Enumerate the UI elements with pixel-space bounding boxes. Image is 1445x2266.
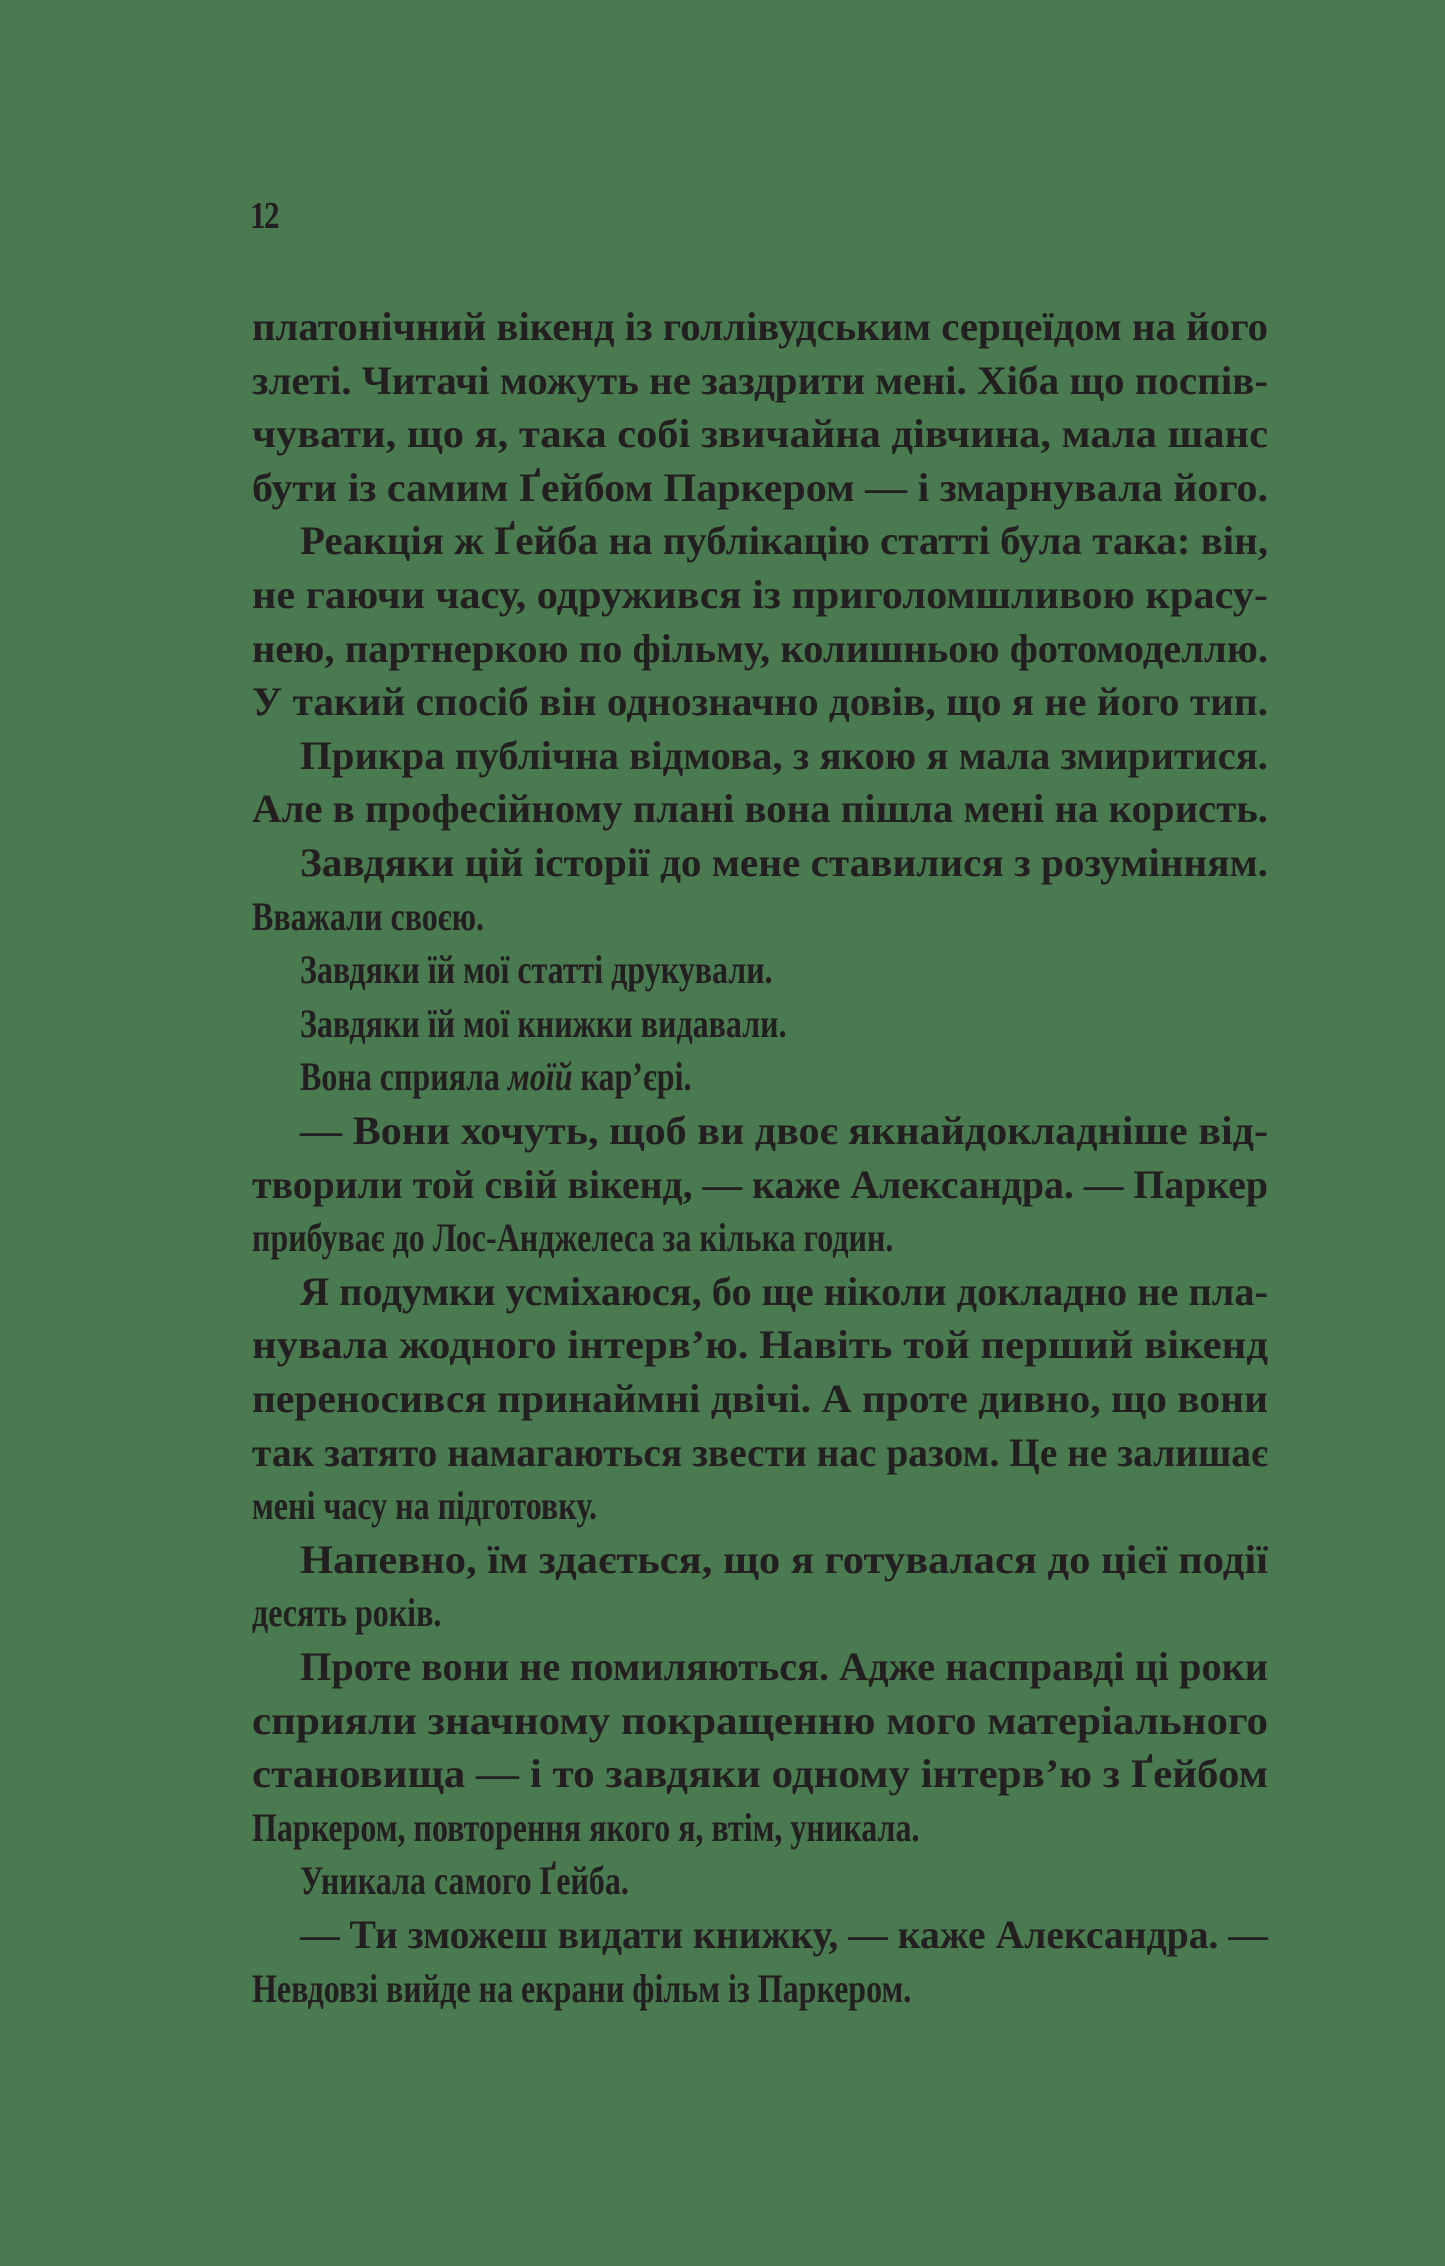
text-line: Завдяки цій історії до мене ставилися з розумінням. — [300, 840, 1268, 885]
text-line: Проте вони не помиляються. Адже насправді ці роки — [300, 1644, 1268, 1689]
text-line: Завдяки їй мої статті друкували. — [300, 947, 773, 993]
text-line: Я подумки усміхаюся, бо ще ніколи докладно не пла- — [300, 1268, 1268, 1314]
text-line: Уникала самого Ґейба. — [300, 1858, 629, 1904]
text-line: становища — і то завдяки одному інтерв’ю з Ґейбом — [252, 1751, 1268, 1797]
emphasis-text: моїй — [507, 1054, 573, 1100]
page-number: 12 — [250, 195, 278, 237]
text-line: — Ти зможеш видати книжку, — каже Александра. — — [300, 1912, 1268, 1957]
text-line: Реакція ж Ґейба на публікацію статті була така: він, — [300, 518, 1268, 564]
text-line: Але в професійному плані вона пішла мені на користь. — [252, 786, 1268, 832]
text-line: платонічний вікенд із голлівудським серцеїдом на його — [252, 304, 1268, 349]
text-line: — Вони хочуть, щоб ви двоє якнайдокладніше від- — [300, 1108, 1268, 1153]
text-line: нею, партнеркою по фільму, колишньою фотомоделлю. — [252, 625, 1268, 671]
text-line: Вона сприяла моїй кар’єрі. — [300, 1054, 692, 1100]
text-line: сприяли значному покращенню мого матеріального — [252, 1697, 1268, 1743]
text-line: не гаючи часу, одружився із приголомшливою красу- — [252, 572, 1268, 617]
text-line: Вважали своєю. — [252, 893, 485, 939]
text-line: переносився принаймні двічі. А проте дивно, що вони — [252, 1376, 1268, 1421]
text-line: десять років. — [252, 1590, 442, 1636]
text-line: творили той свій вікенд, — каже Александра. — Паркер — [252, 1161, 1268, 1207]
text-line: Паркером, повторення якого я, втім, уникала. — [252, 1804, 920, 1850]
text-line: Прикра публічна відмова, з якою я мала змиритися. — [300, 732, 1268, 778]
text-line: бути із самим Ґейбом Паркером — і змарнувала його. — [252, 464, 1268, 510]
text-line: злеті. Читачі можуть не заздрити мені. Хіба що поспів- — [252, 357, 1268, 403]
text-line: прибуває до Лос-Анджелеса за кілька годин. — [252, 1215, 894, 1261]
text-line: Невдовзі вийде на екрани фільм із Паркером. — [252, 1965, 912, 2011]
text-line: У такий спосіб він однозначно довів, що я не його тип. — [252, 679, 1268, 725]
text-line: Завдяки їй мої книжки видавали. — [300, 1000, 787, 1046]
text-line: Напевно, їм здається, що я готувалася до цієї події — [300, 1536, 1268, 1582]
text-line: чувати, що я, така собі звичайна дівчина, мала шанс — [252, 411, 1268, 457]
text-line: мені часу на підготовку. — [252, 1483, 597, 1529]
text-line: так затято намагаються звести нас разом. Це не залишає — [252, 1429, 1268, 1475]
text-line: нувала жодного інтерв’ю. Навіть той перший вікенд — [252, 1322, 1268, 1368]
